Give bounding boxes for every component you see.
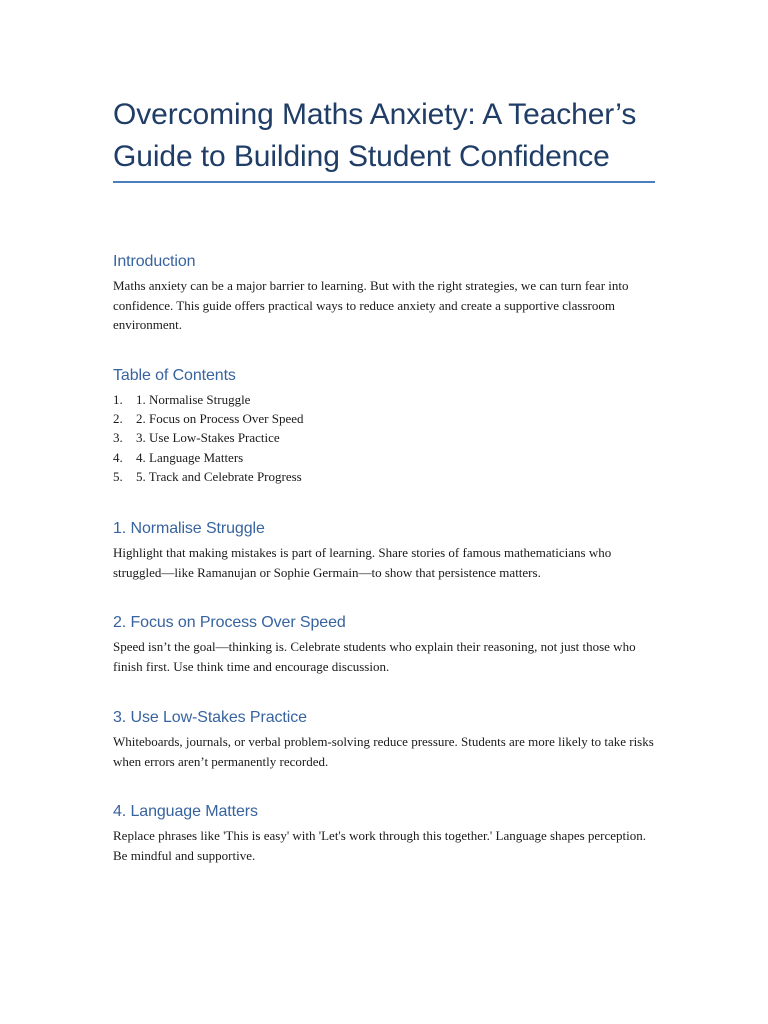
section-heading: 4. Language Matters — [113, 803, 258, 820]
toc-item-number: 2. — [113, 411, 123, 427]
toc-item — [113, 428, 655, 447]
introduction-heading: Introduction — [113, 253, 196, 270]
document-title — [113, 94, 655, 181]
title-line-2: Guide to Building Student Confidence — [113, 140, 610, 173]
toc-item-label: 4. Language Matters — [136, 449, 244, 465]
toc-item — [113, 390, 655, 409]
toc-item — [113, 409, 655, 428]
section-low-stakes-practice — [113, 708, 655, 771]
toc-item-number: 3. — [113, 430, 123, 446]
section-heading: 3. Use Low-Stakes Practice — [113, 709, 307, 726]
title-line-1: Overcoming Maths Anxiety: A Teacher’s — [113, 98, 637, 131]
document-page — [113, 94, 655, 863]
section-heading: 1. Normalise Struggle — [113, 520, 265, 537]
table-of-contents — [113, 366, 655, 486]
section-language-matters — [113, 802, 655, 865]
toc-item-number: 4. — [113, 449, 123, 465]
section-text: Whiteboards, journals, or verbal problem-solving reduce pressure. Students are more likely to take risks when errors aren’t permanently recorded. — [113, 734, 654, 769]
toc-list — [113, 390, 655, 486]
toc-item-label: 5. Track and Celebrate Progress — [136, 468, 302, 484]
section-text: Replace phrases like 'This is easy' with 'Let's work through this together.' Language shapes perception. Be mindful and supportive. — [113, 828, 647, 863]
toc-item-label: 3. Use Low-Stakes Practice — [136, 430, 280, 446]
section-text: Highlight that making mistakes is part of learning. Share stories of famous mathematicians who struggled—like Ramanujan or Sophie Germain—to show that persistence matters. — [113, 545, 612, 580]
toc-item-label: 2. Focus on Process Over Speed — [136, 411, 304, 427]
title-divider — [113, 181, 655, 183]
section-process-over-speed — [113, 613, 655, 676]
toc-item-number: 1. — [113, 392, 123, 407]
toc-heading: Table of Contents — [113, 367, 236, 384]
introduction-text: Maths anxiety can be a major barrier to learning. But with the right strategies, we can turn fear into confidence. This guide offers practical ways to reduce anxiety and create a supportive classroom environment. — [113, 278, 629, 332]
toc-item — [113, 467, 655, 486]
section-text: Speed isn’t the goal—thinking is. Celebrate students who explain their reasoning, not just those who finish first. Use think time and encourage discussion. — [113, 639, 636, 674]
section-heading: 2. Focus on Process Over Speed — [113, 614, 346, 631]
toc-item — [113, 448, 655, 467]
toc-item-label: 1. Normalise Struggle — [136, 392, 251, 407]
introduction-section — [113, 252, 655, 335]
toc-item-number: 5. — [113, 468, 123, 484]
section-normalise-struggle — [113, 519, 655, 582]
